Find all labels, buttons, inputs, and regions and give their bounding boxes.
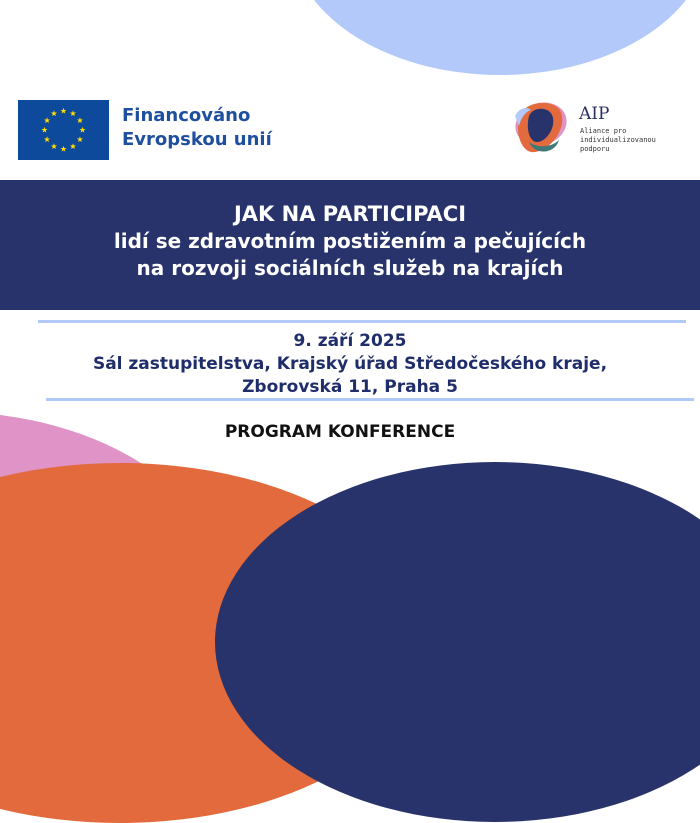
eu-flag-icon (18, 100, 109, 160)
eu-star-icon (51, 143, 57, 149)
eu-star-icon (51, 110, 57, 116)
eu-star-icon (60, 108, 66, 114)
eu-star-icon (79, 127, 85, 133)
banner-title: JAK NA PARTICIPACI (233, 202, 467, 226)
title-banner (0, 180, 700, 310)
eu-star-icon (60, 146, 66, 152)
eu-star-icon (70, 143, 76, 149)
eu-star-icon (77, 136, 83, 142)
event-details (0, 330, 700, 399)
eu-star-icon (41, 127, 47, 133)
decorative-blob-blue (290, 0, 700, 75)
eu-funding-text (122, 104, 272, 152)
aip-name: AIP (579, 104, 610, 124)
program-heading: PROGRAM KONFERENCE (224, 422, 456, 442)
divider-bottom (46, 398, 694, 401)
eu-star-icon (77, 117, 83, 123)
divider-top (38, 320, 686, 323)
eu-funding-line2: Evropskou unií (122, 129, 272, 150)
eu-funding-line1: Financováno (122, 105, 251, 126)
aip-subtitle: Aliance pro individualizovanou podporu (580, 127, 656, 153)
aip-logo-icon (505, 96, 573, 160)
eu-star-icon (44, 117, 50, 123)
eu-star-icon (44, 136, 50, 142)
event-venue-line1: Sál zastupitelstva, Krajský úřad Středočeského kraje, (92, 354, 608, 374)
banner-subtitle-line2: na rozvoji sociálních služeb na krajích (136, 256, 564, 280)
event-date: 9. září 2025 (293, 331, 407, 351)
eu-star-icon (70, 110, 76, 116)
event-venue-line2: Zborovská 11, Praha 5 (242, 377, 458, 397)
banner-subtitle-line1: lidí se zdravotním postižením a pečujících (113, 229, 587, 253)
